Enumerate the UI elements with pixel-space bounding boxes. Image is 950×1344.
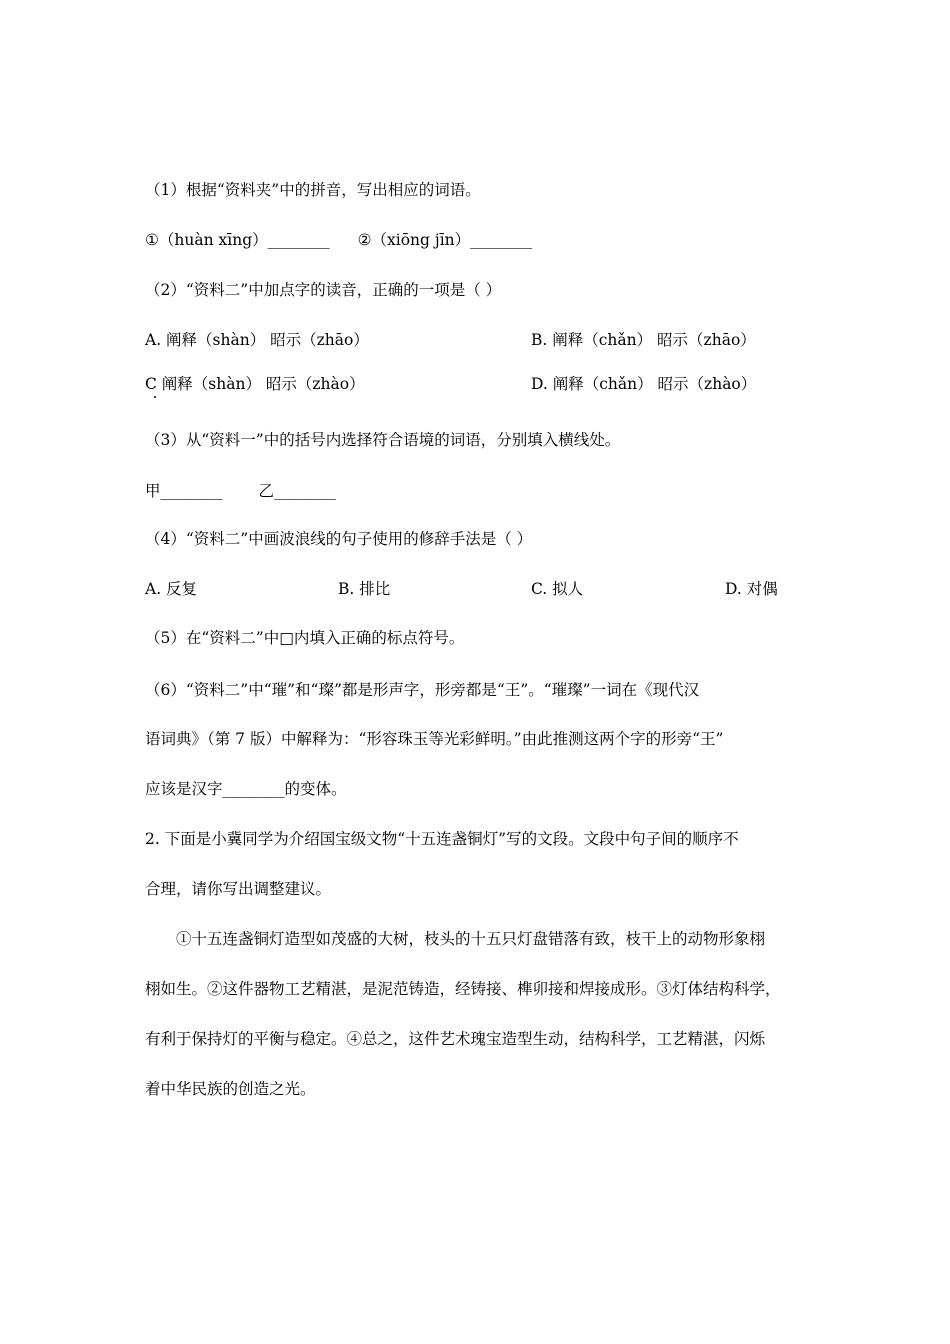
q1-sub3-prompt: （3）从“资料一”中的括号内选择符合语境的词语，分别填入横线处。 (145, 431, 621, 449)
q2-passage-line3: 有利于保持灯的平衡与稳定。④总之，这件艺术瑰宝造型生动，结构科学，工艺精湛，闪烁 (145, 1030, 766, 1048)
q1-sub4-option-a: A. 反复 (145, 580, 198, 598)
q2-passage-line1: ①十五连盏铜灯造型如茂盛的大树，枝头的十五只灯盘错落有致，枝干上的动物形象栩 (176, 930, 766, 948)
q1-sub6-line2: 语词典》（第 7 版）中解释为：“形容珠玉等光彩鲜明。”由此推测这两个字的形旁“王” (145, 730, 724, 748)
q2-passage-line2: 栩如生。②这件器物工艺精湛，是泥范铸造，经铸接、榫卯接和焊接成形。③灯体结构科学， (145, 980, 781, 998)
q1-sub3-blanks (145, 481, 810, 501)
q1-sub2-prompt: （2）“资料二”中加点字的读音，正确的一项是（ ） (145, 281, 502, 299)
q1-sub4-option-b: B. 排比 (338, 580, 391, 598)
q1-sub1-items (145, 230, 810, 250)
q1-sub1-item2: ②（xiōng jīn）________ (357, 231, 533, 249)
q1-sub4-option-d: D. 对偶 (725, 580, 778, 598)
q2-prompt-line1: 2. 下面是小冀同学为介绍国宝级文物“十五连盏铜灯”写的文段。文段中句子间的顺序不 (145, 830, 739, 848)
q1-sub5-prompt: （5）在“资料二”中□内填入正确的标点符号。 (145, 629, 465, 647)
q1-sub3-blank-jia: 甲________ (145, 482, 223, 500)
q1-sub6-line3: 应该是汉字________的变体。 (145, 780, 347, 798)
q1-sub2-option-b: B. 阐释（chǎn） 昭示（zhāo） (531, 331, 756, 349)
q1-sub2-option-d: D. 阐释（chǎn） 昭示（zhào） (531, 375, 757, 393)
q1-sub1-prompt: （1）根据“资料夹”中的拼音，写出相应的词语。 (145, 181, 481, 199)
q1-sub2-option-c: C 阐释（shàn） 昭示（zhào） (145, 375, 365, 393)
q1-sub2-option-a: A. 阐释（shàn） 昭示（zhāo） (145, 331, 369, 349)
q1-sub4-prompt: （4）“资料二”中画波浪线的句子使用的修辞手法是（ ） (145, 530, 533, 548)
q1-sub6-line1: （6）“资料二”中“璀”和“璨”都是形声字，形旁都是“王”。“璀璨”一词在《现代汉 (145, 681, 700, 699)
q1-sub3-blank-yi: 乙________ (258, 482, 337, 500)
q1-sub1-item1: ①（huàn xīng）________ (145, 231, 330, 249)
q2-passage-line4: 着中华民族的创造之光。 (145, 1080, 316, 1098)
q1-sub4-option-c: C. 拟人 (531, 580, 584, 598)
q2-prompt-line2: 合理，请你写出调整建议。 (145, 880, 332, 898)
stray-dot-mark (154, 396, 156, 398)
